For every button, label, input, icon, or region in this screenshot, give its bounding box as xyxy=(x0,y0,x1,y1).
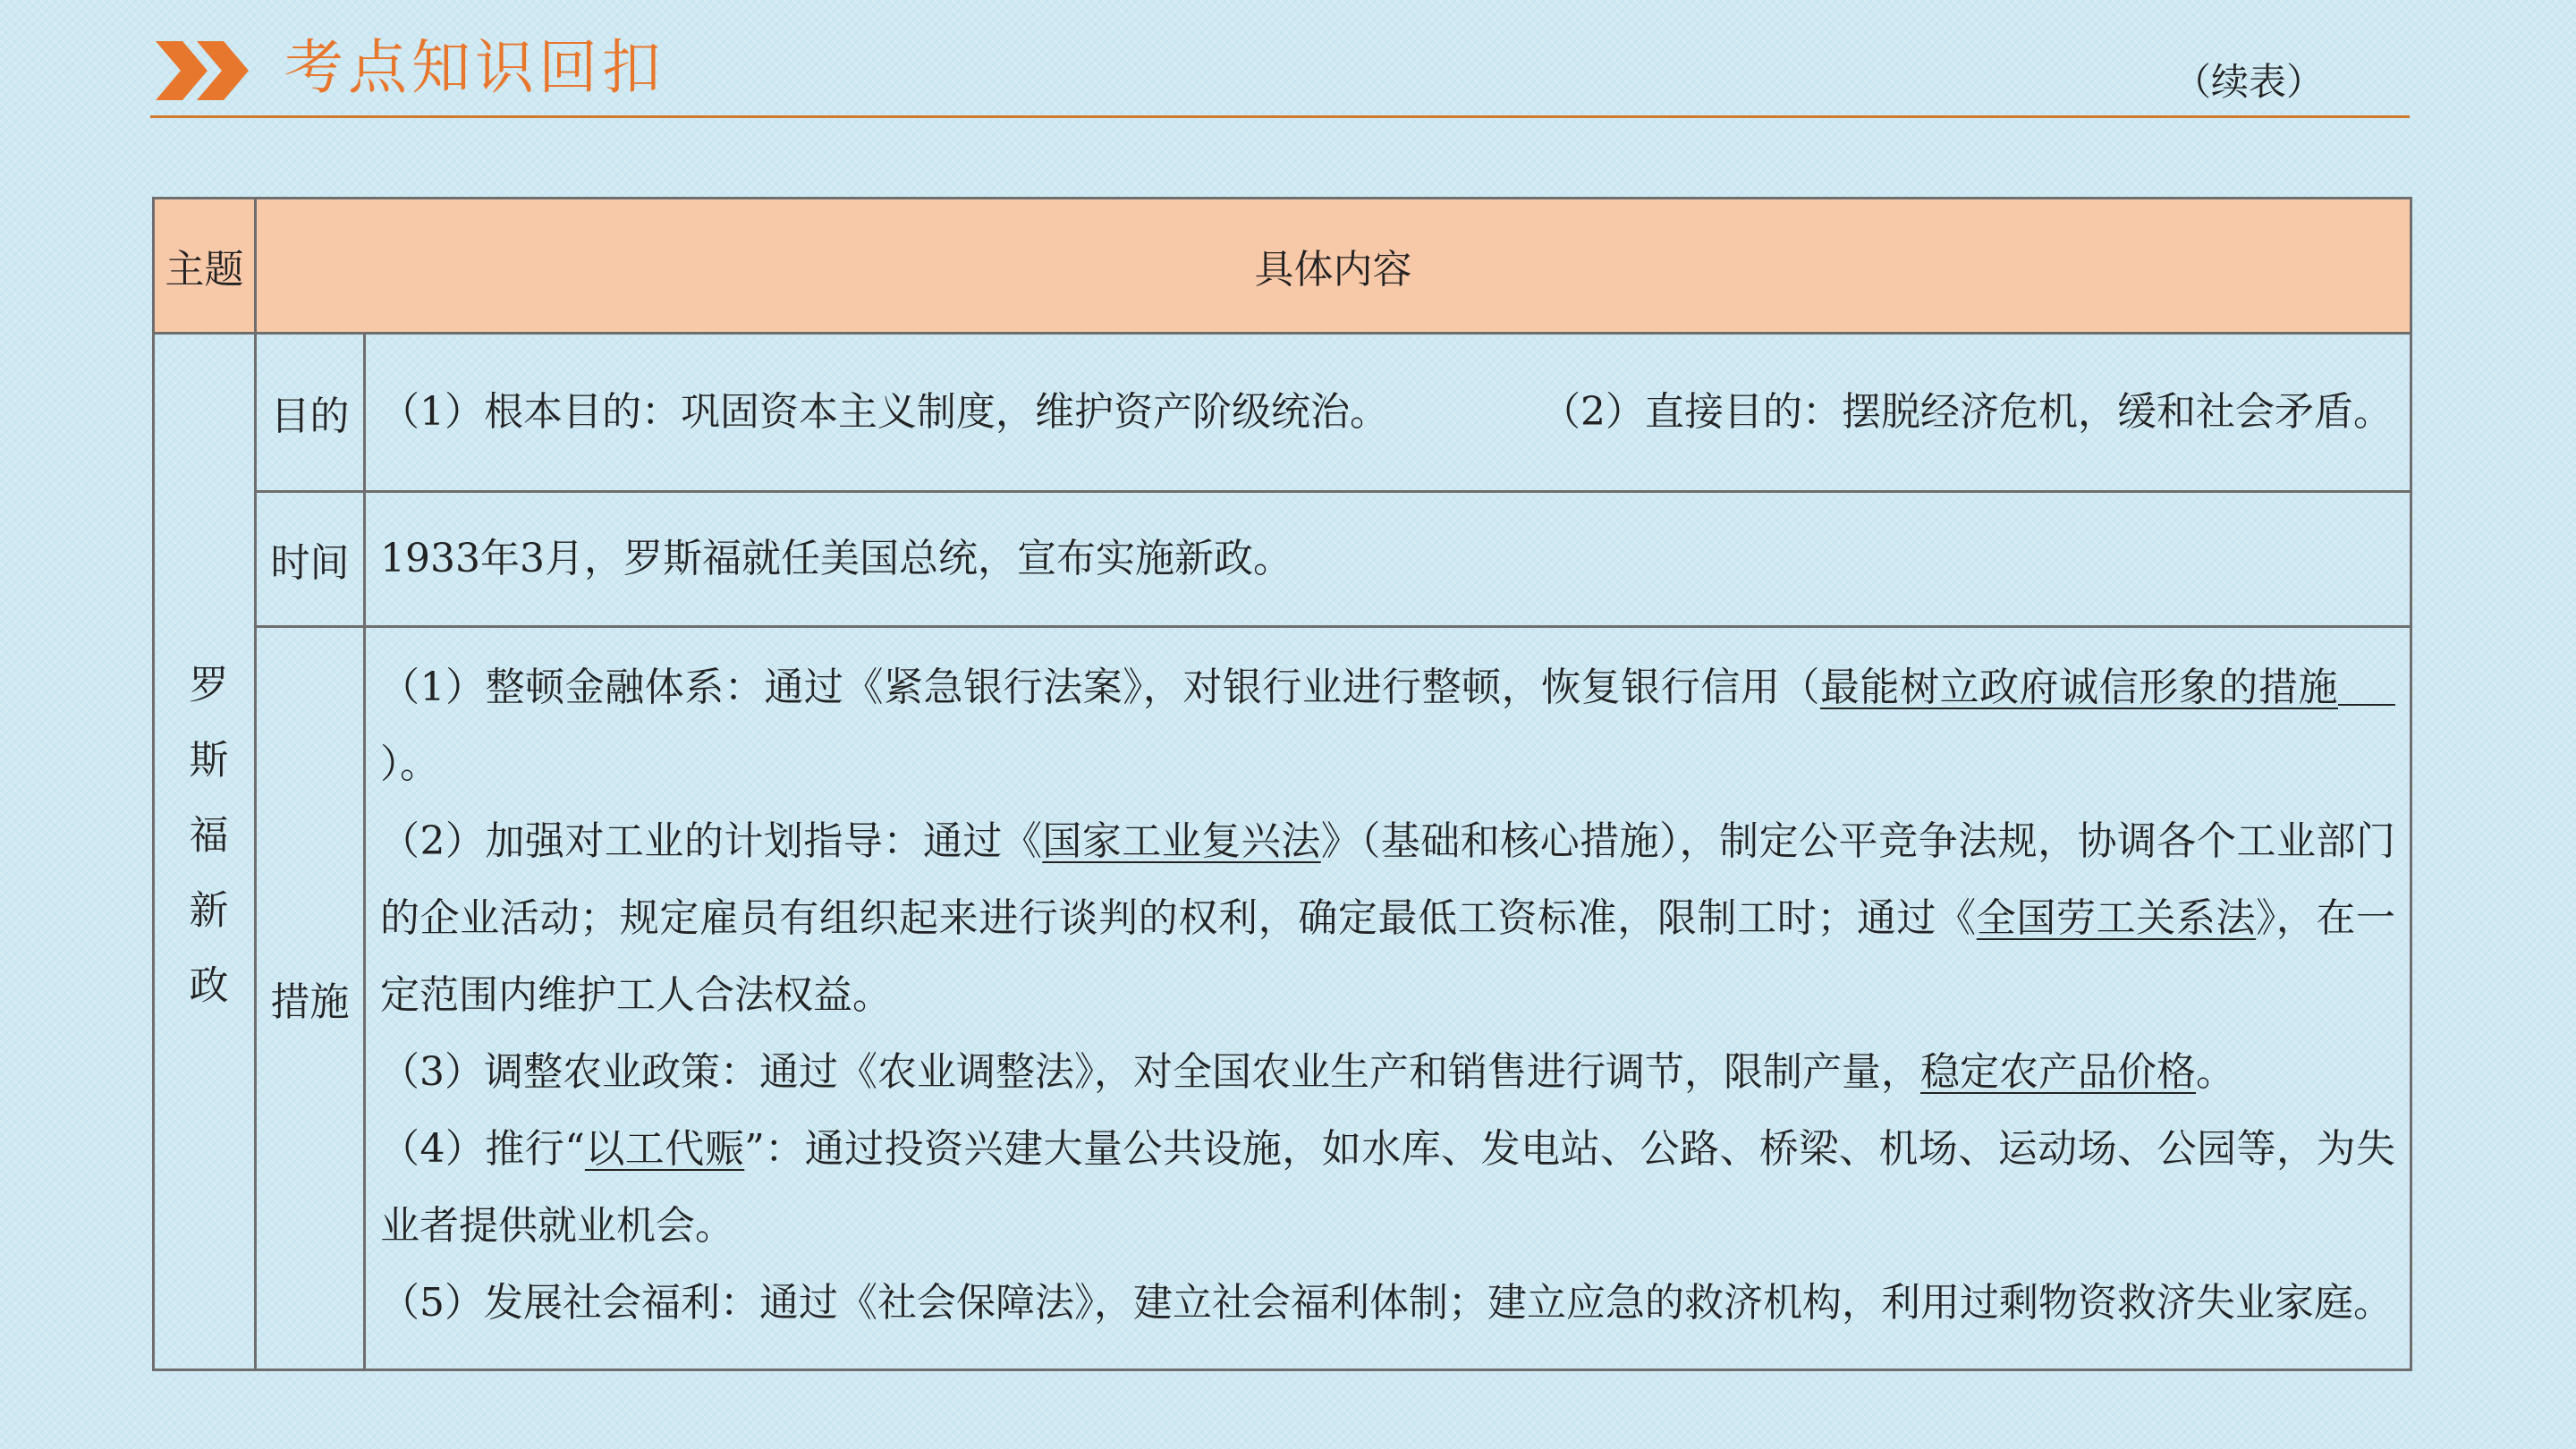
knowledge-table xyxy=(152,197,2412,1371)
table-row-purpose xyxy=(154,334,2411,492)
measure-2-emphasis-2: 全国劳工关系法 xyxy=(1976,895,2257,941)
purpose-direct: （2）直接目的：摆脱经济危机，缓和社会矛盾。 xyxy=(1541,389,2393,435)
table-header-row xyxy=(154,199,2411,334)
continued-label: （续表） xyxy=(2173,60,2324,104)
double-chevron-right-icon xyxy=(156,41,250,100)
measure-4: （4）推行“以工代赈”：通过投资兴建大量公共设施，如水库、发电站、公路、桥梁、机场、运动场、公园等，为失业者提供就业机会。 xyxy=(380,1126,2395,1249)
measure-5: （5）发展社会福利：通过《社会保障法》，建立社会福利体制；建立应急的救济机构，利用过剩物资救济失业家庭。 xyxy=(380,1280,2393,1326)
header-theme: 主题 xyxy=(154,199,256,334)
row-label-measures: 措施 xyxy=(256,627,365,1370)
answer-blank xyxy=(2338,665,2395,706)
header-content: 具体内容 xyxy=(256,199,2411,334)
row-label-purpose: 目的 xyxy=(256,334,365,492)
row-content-purpose xyxy=(365,334,2411,492)
measure-2: （2）加强对工业的计划指导：通过《国家工业复兴法》（基础和核心措施），制定公平竞争法规，协调各个工业部门的企业活动；规定雇员有组织起来进行谈判的权利，确定最低工资标准，限制工时；通过《全国劳工关系法》，在一定范围内维护工人合法权益。 xyxy=(380,818,2396,1018)
theme-label: 罗斯福新政 xyxy=(182,664,228,1039)
section-header xyxy=(150,25,2410,118)
row-content-measures xyxy=(365,627,2411,1370)
measure-3-emphasis: 稳定农产品价格 xyxy=(1920,1049,2196,1095)
measure-2-emphasis-1: 国家工业复兴法 xyxy=(1042,818,1321,864)
table-row-measures xyxy=(154,627,2411,1370)
purpose-fundamental: （1）根本目的：巩固资本主义制度，维护资产阶级统治。 xyxy=(380,389,1389,435)
section-title: 考点知识回扣 xyxy=(284,33,665,102)
measure-3: （3）调整农业政策：通过《农业调整法》，对全国农业生产和销售进行调节，限制产量，稳定农产品价格。 xyxy=(380,1049,2235,1095)
theme-cell xyxy=(154,334,256,1370)
row-label-time: 时间 xyxy=(256,492,365,627)
measure-4-emphasis: 以工代赈 xyxy=(584,1126,745,1172)
measure-1: （1）整顿金融体系：通过《紧急银行法案》，对银行业进行整顿，恢复银行信用（最能树立政府诚信形象的措施）。 xyxy=(380,649,2395,803)
table-row-time xyxy=(154,492,2411,627)
measure-1-emphasis: 最能树立政府诚信形象的措施 xyxy=(1819,665,2339,710)
header-divider xyxy=(150,115,2410,118)
row-content-time: 1933年3月，罗斯福就任美国总统，宣布实施新政。 xyxy=(365,492,2411,627)
